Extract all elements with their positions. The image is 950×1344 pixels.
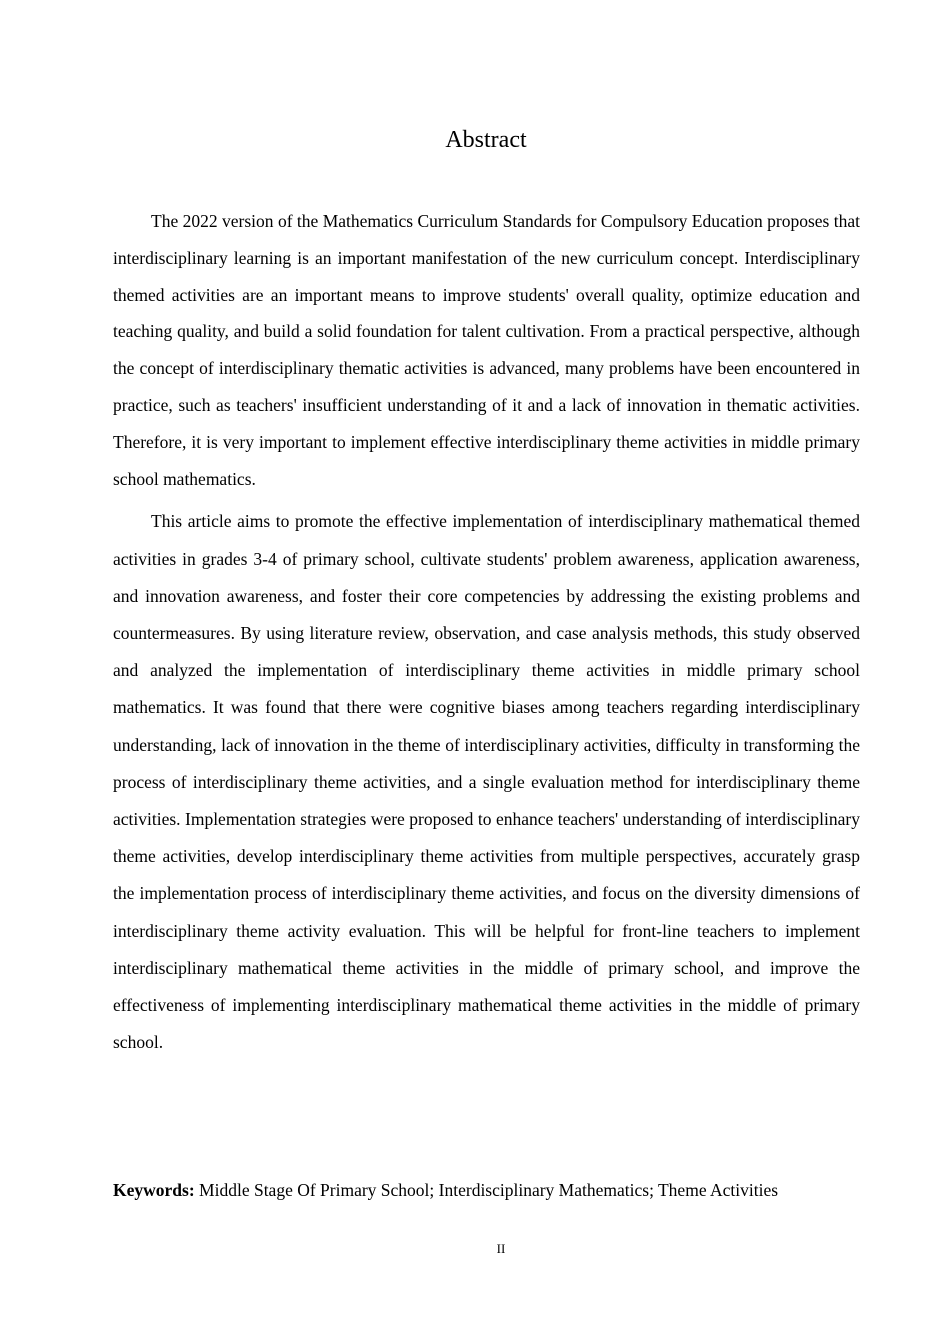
keywords-line [113, 1176, 873, 1204]
abstract-body [113, 203, 860, 1061]
keywords-text: Middle Stage Of Primary School; Interdisciplinary Mathematics; Theme Activities [194, 1180, 779, 1200]
keywords-label: Keywords: [113, 1180, 195, 1200]
abstract-title: Abstract [445, 127, 527, 153]
abstract-paragraph-2: This article aims to promote the effective implementation of interdisciplinary mathematical themed activities in grades 3-4 of primary school, cultivate students' problem awareness, application awareness, and innovation awareness, and foster their core competencies by addressing the existing problems and countermeasures. By using literature review, observation, and case analysis methods, this study observed and analyzed the implementation of interdisciplinary theme activities in middle primary school mathematics. It was found that there were cognitive biases among teachers regarding interdisciplinary understanding, lack of innovation in the theme of interdisciplinary activities, difficulty in transforming the process of interdisciplinary theme activities, and a single evaluation method for interdisciplinary theme activities. Implementation strategies were proposed to enhance teachers' understanding of interdisciplinary theme activities, develop interdisciplinary theme activities from multiple perspectives, accurately grasp the implementation process of interdisciplinary theme activities, and focus on the diversity dimensions of interdisciplinary theme activity evaluation. This will be helpful for front-line teachers to implement interdisciplinary mathematical theme activities in the middle of primary school, and improve the effectiveness of implementing interdisciplinary mathematical theme activities in the middle of primary school. [113, 511, 860, 1053]
page-number: II [496, 1241, 506, 1256]
abstract-paragraph-1: The 2022 version of the Mathematics Curriculum Standards for Compulsory Education proposes that interdisciplinary learning is an important manifestation of the new curriculum concept. Interdisciplinary themed activities are an important means to improve students' overall quality, optimize education and teaching quality, and build a solid foundation for talent cultivation. From a practical perspective, although the concept of interdisciplinary thematic activities is advanced, many problems have been encountered in practice, such as teachers' insufficient understanding of it and a lack of innovation in thematic activities. Therefore, it is very important to implement effective interdisciplinary theme activities in middle primary school mathematics. [113, 211, 860, 489]
